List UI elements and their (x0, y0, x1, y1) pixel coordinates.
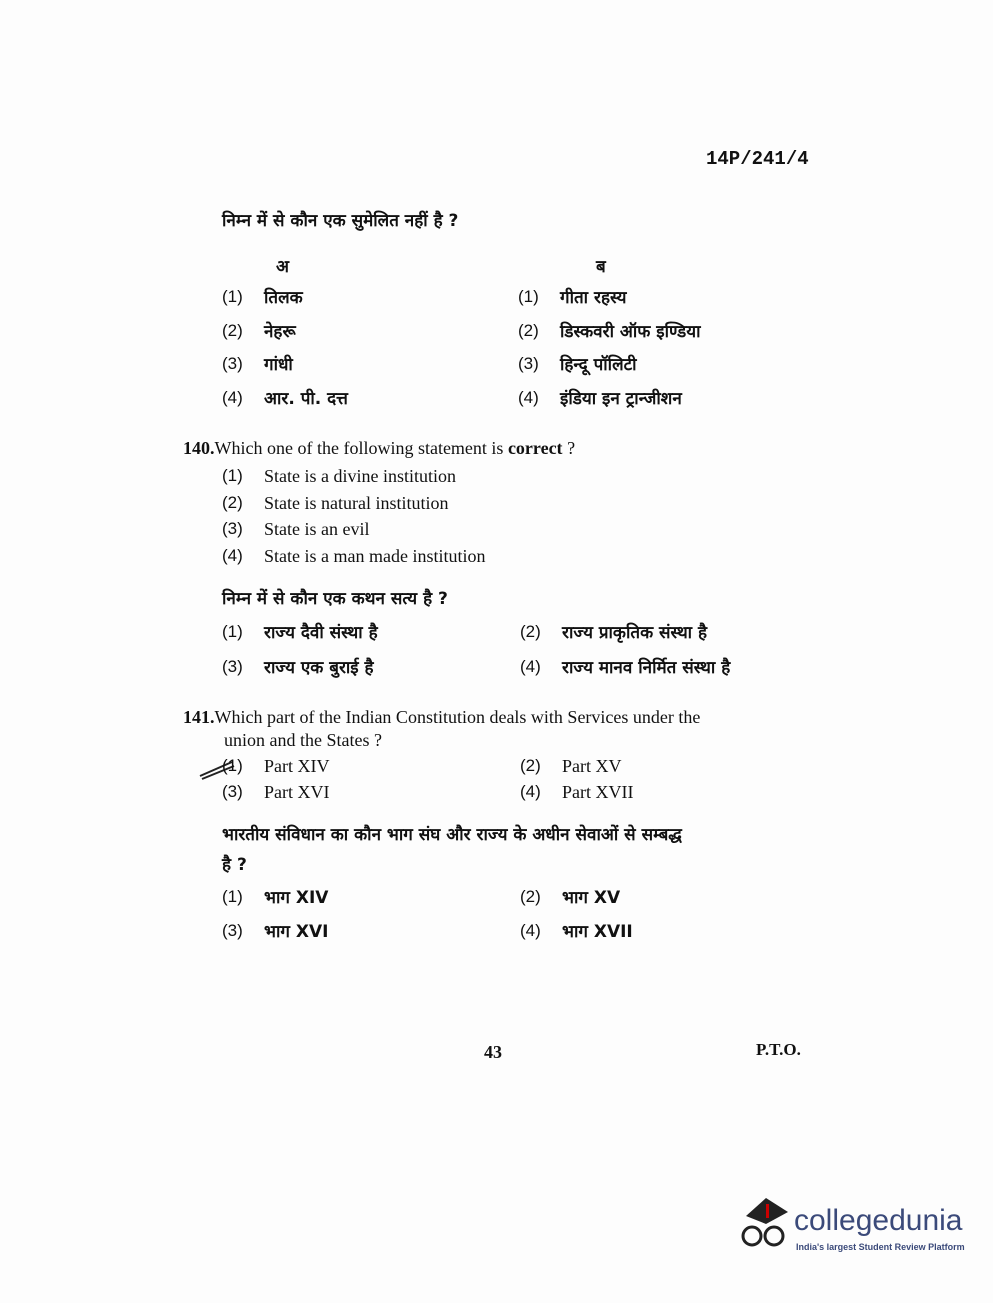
column-a-item: आर. पी. दत्त (264, 388, 348, 409)
option-text: Part XV (562, 756, 622, 776)
option-text: State is an evil (264, 519, 370, 539)
q139-hindi-question: निम्न में से कौन एक सुमेलित नहीं है ? (222, 211, 459, 231)
option-number: (2) (520, 756, 541, 775)
option-number: (2) (222, 320, 243, 340)
q141-number: 141. (183, 707, 215, 727)
collegedunia-watermark (736, 1196, 966, 1256)
option-text: Part XVI (264, 782, 330, 802)
option-number: (4) (222, 545, 243, 565)
option-number: (3) (222, 519, 243, 538)
option-number: (2) (222, 492, 243, 512)
q141-hindi-line2: है ? (222, 855, 247, 875)
option-text: भाग XV (562, 888, 621, 908)
option-number: (1) (518, 287, 539, 306)
paper-code: 14P/241/4 (706, 148, 809, 170)
column-b-item: इंडिया इन ट्रान्जीशन (560, 388, 682, 409)
option-number: (1) (222, 887, 243, 906)
q141-hindi-line1: भारतीय संविधान का कौन भाग संघ और राज्य के अधीन सेवाओं से सम्बद्ध (222, 825, 682, 845)
option-number: (4) (222, 387, 243, 407)
q141-text: Which part of the Indian Constitution deals with Services under the (214, 707, 701, 727)
q141-question-line2: union and the States ? (224, 730, 382, 750)
brand-tagline: India's largest Student Review Platform (796, 1242, 965, 1252)
option-number: (3) (222, 657, 243, 676)
column-b-item: हिन्दू पॉलिटी (560, 355, 637, 375)
option-number: (2) (518, 320, 539, 340)
option-number: (3) (222, 921, 243, 940)
column-a-item: नेहरू (264, 321, 296, 342)
q141-question-line1 (183, 707, 700, 728)
column-a-item: गांधी (264, 355, 293, 375)
option-text: राज्य मानव निर्मित संस्था है (562, 658, 731, 678)
q140-hindi-question: निम्न में से कौन एक कथन सत्य है ? (222, 589, 448, 609)
pto-text: P.T.O. (756, 1040, 801, 1059)
option-number: (2) (520, 887, 541, 906)
page-number: 43 (484, 1042, 502, 1062)
option-text: Part XIV (264, 756, 330, 776)
option-text: State is natural institution (264, 492, 449, 513)
q140-text: Which one of the following statement is (214, 438, 508, 458)
option-number: (1) (222, 756, 243, 775)
brand-name: collegedunia (794, 1204, 963, 1237)
option-number: (4) (520, 657, 541, 676)
q140-number: 140. (183, 438, 215, 458)
option-text: भाग XVII (562, 922, 633, 942)
column-b-heading: ब (596, 257, 606, 277)
option-text: भाग XVI (264, 922, 329, 942)
option-number: (3) (222, 354, 243, 373)
q140-end: ? (562, 438, 576, 458)
option-number: (1) (222, 287, 243, 306)
option-number: (4) (518, 387, 539, 407)
option-text: State is a divine institution (264, 466, 456, 486)
option-text: राज्य एक बुराई है (264, 658, 374, 678)
option-number: (1) (222, 466, 243, 485)
option-number: (4) (520, 782, 541, 801)
column-b-item: गीता रहस्य (560, 288, 627, 308)
option-text: भाग XIV (264, 888, 329, 908)
option-text: Part XVII (562, 782, 634, 802)
option-number: (2) (520, 622, 541, 641)
column-a-item: तिलक (264, 288, 303, 308)
option-text: State is a man made institution (264, 545, 486, 566)
q140-question (183, 438, 575, 459)
option-number: (3) (222, 782, 243, 801)
option-text: राज्य दैवी संस्था है (264, 623, 378, 643)
q140-bold: correct (507, 438, 563, 458)
column-a-heading: अ (276, 257, 289, 277)
option-number: (1) (222, 622, 243, 641)
option-number: (3) (518, 354, 539, 373)
option-number: (4) (520, 921, 541, 940)
column-b-item: डिस्कवरी ऑफ इण्डिया (560, 321, 701, 342)
mascot-logo-icon (736, 1196, 794, 1256)
option-text: राज्य प्राकृतिक संस्था है (562, 623, 708, 643)
